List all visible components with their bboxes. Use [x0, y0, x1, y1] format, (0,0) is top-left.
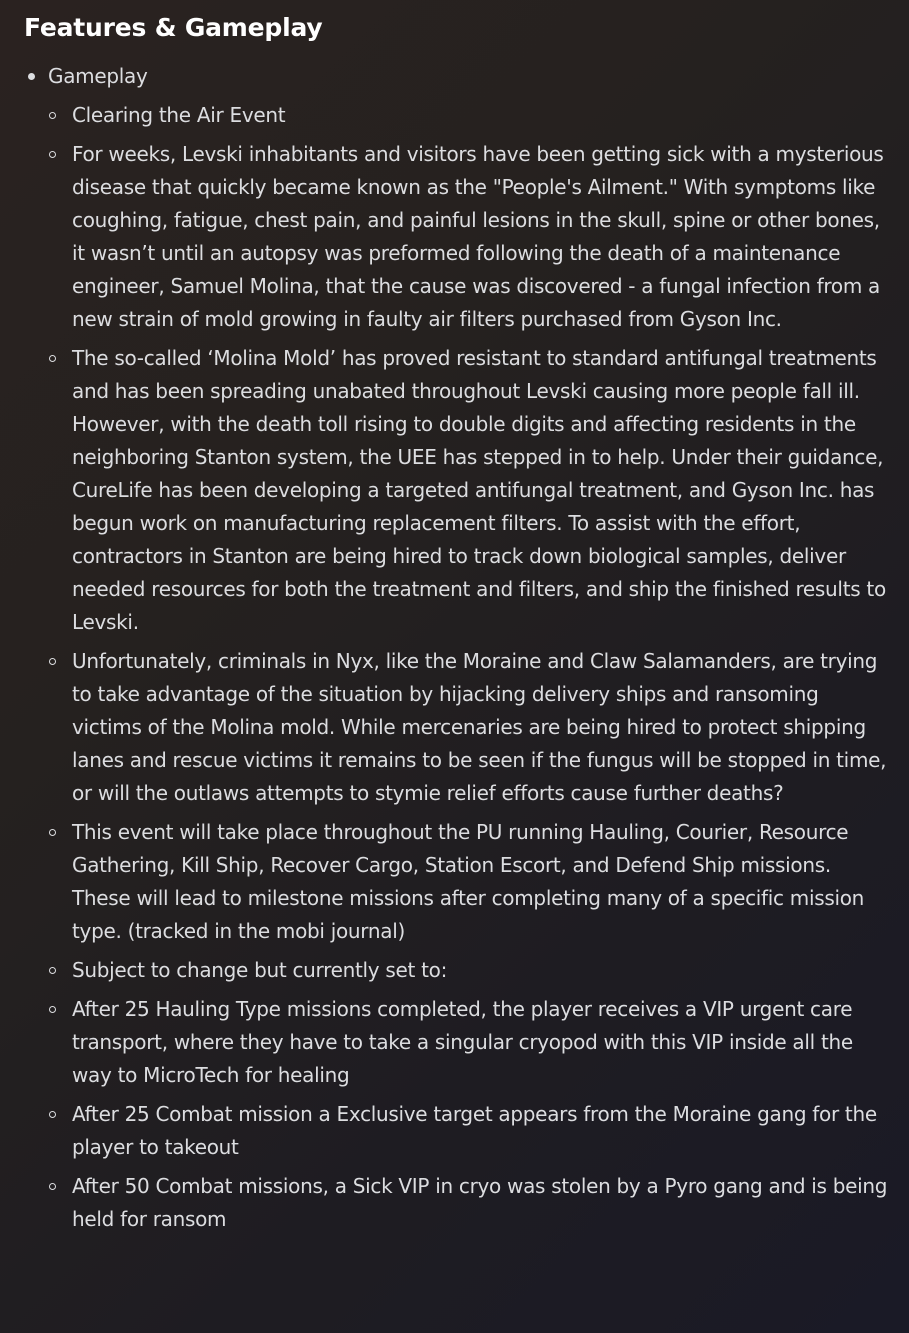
- sub-list-item-text: Clearing the Air Event: [72, 103, 286, 127]
- sub-list-item: [48, 954, 889, 987]
- sub-list-item: [48, 816, 889, 948]
- bullet-circle-icon: [49, 1006, 56, 1013]
- bullet-circle-icon: [49, 829, 56, 836]
- sub-list-item-text: After 25 Hauling Type missions completed, the player receives a VIP urgent care transport, where they have to take a singular cryopod with this VIP inside all the way to MicroTech for healing: [72, 997, 853, 1087]
- sub-list-item-text: After 50 Combat missions, a Sick VIP in cryo was stolen by a Pyro gang and is being held for ransom: [72, 1174, 888, 1231]
- section-heading: Features & Gameplay: [24, 13, 323, 42]
- bullet-circle-icon: [49, 112, 56, 119]
- bullet-list: [24, 60, 889, 1236]
- sub-list-item-text: After 25 Combat mission a Exclusive target appears from the Moraine gang for the player to takeout: [72, 1102, 877, 1159]
- sub-list-item: [48, 342, 889, 639]
- sub-list-item: [48, 138, 889, 336]
- sub-list-item-text: Unfortunately, criminals in Nyx, like the Moraine and Claw Salamanders, are trying to take advantage of the situation by hijacking delivery ships and ransoming victims of the Molina mold. While mercenaries are being hired to protect shipping lanes and rescue victims it remains to be seen if the fungus will be stopped in time, or will the outlaws attempts to stymie relief efforts cause further deaths?: [72, 649, 887, 805]
- sub-list-item: [48, 99, 889, 132]
- bullet-circle-icon: [49, 1183, 56, 1190]
- bullet-circle-icon: [49, 151, 56, 158]
- sub-list-item-text: Subject to change but currently set to:: [72, 958, 448, 982]
- sub-list-item: [48, 1098, 889, 1164]
- sub-list-item: [48, 993, 889, 1092]
- bullet-circle-icon: [49, 355, 56, 362]
- sub-list-item: [48, 645, 889, 810]
- bullet-disc-icon: [28, 73, 35, 80]
- bullet-circle-icon: [49, 1111, 56, 1118]
- list-item-label: Gameplay: [48, 64, 148, 88]
- sub-list-item-text: The so-called ‘Molina Mold’ has proved resistant to standard antifungal treatments and has been spreading unabated throughout Levski causing more people fall ill. However, with the death toll rising to double digits and affecting residents in the neighboring Stanton system, the UEE has stepped in to help. Under their guidance, CureLife has been developing a targeted antifungal treatment, and Gyson Inc. has begun work on manufacturing replacement filters. To assist with the effort, contractors in Stanton are being hired to track down biological samples, deliver needed resources for both the treatment and filters, and ship the finished results to Levski.: [72, 346, 886, 634]
- sub-bullet-list: [48, 99, 889, 1236]
- bullet-circle-icon: [49, 967, 56, 974]
- list-item-row: [48, 60, 889, 93]
- sub-list-item-text: For weeks, Levski inhabitants and visitors have been getting sick with a mysterious disease that quickly became known as the "People's Ailment." With symptoms like coughing, fatigue, chest pain, and painful lesions in the skull, spine or other bones, it wasn’t until an autopsy was preformed following the death of a maintenance engineer, Samuel Molina, that the cause was discovered - a fungal infection from a new strain of mold growing in faulty air filters purchased from Gyson Inc.: [72, 142, 884, 331]
- list-item-gameplay: [24, 60, 889, 1236]
- sub-list-item-text: This event will take place throughout the PU running Hauling, Courier, Resource Gathering, Kill Ship, Recover Cargo, Station Escort, and Defend Ship missions. These will lead to milestone missions after completing many of a specific mission type. (tracked in the mobi journal): [72, 820, 865, 943]
- sub-list-item: [48, 1170, 889, 1236]
- bullet-circle-icon: [49, 658, 56, 665]
